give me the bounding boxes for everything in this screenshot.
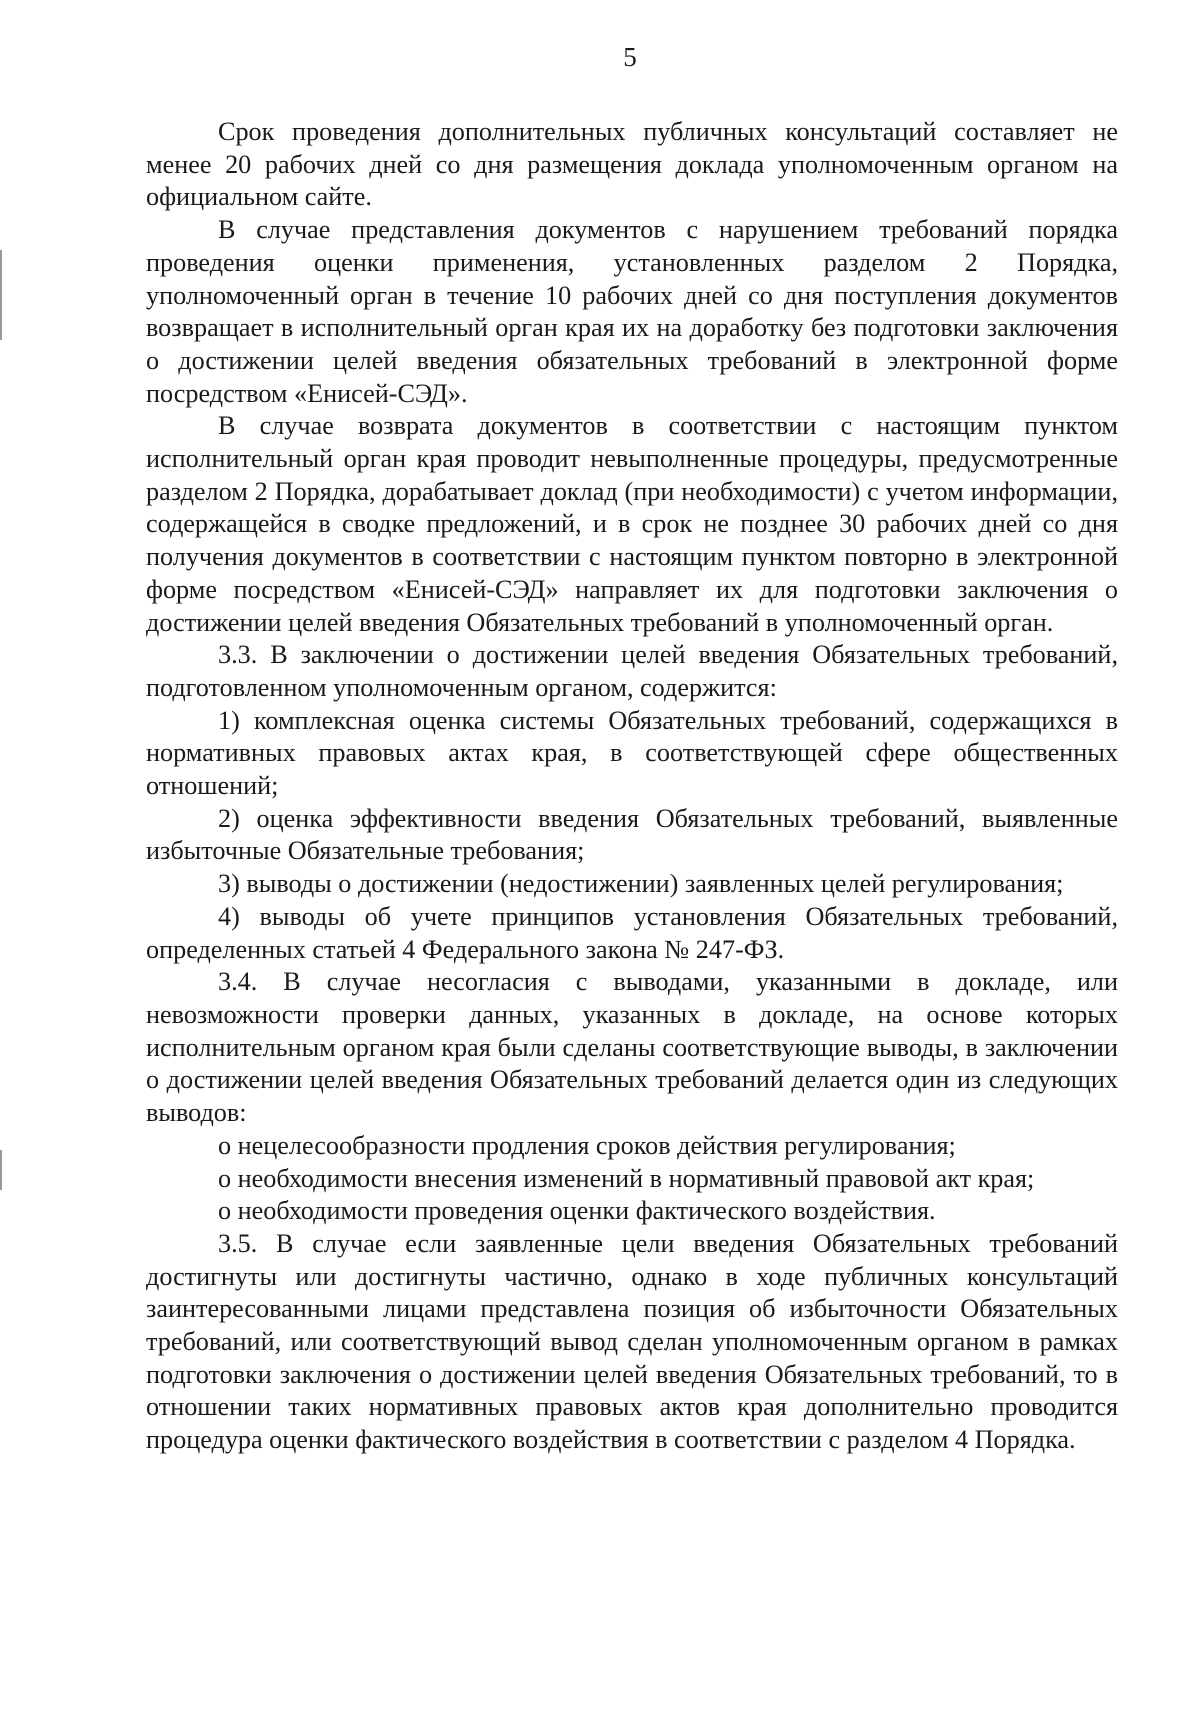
- list-item: 2) оценка эффективности введения Обязательных требований, выявленные избыточные Обязательные требования;: [146, 803, 1118, 866]
- list-item: 3) выводы о достижении (недостижении) заявленных целей регулирования;: [218, 869, 1064, 899]
- paragraph: В случае представления документов с нарушением требований порядка проведения оценки применения, установленных разделом 2 Порядка, уполномоченный орган в течение 10 рабочих дней со дня поступления документов возвращает в исполнительный орган края их на доработку без подготовки заключения о достижении целей введения обязательных требований в электронной форме посредством «Енисей-СЭД».: [146, 215, 1118, 408]
- document-body: [146, 116, 1118, 1457]
- conclusion-option: о необходимости внесения изменений в нормативный правовой акт края;: [218, 1163, 1035, 1193]
- paragraph-section-3-4: 3.4. В случае несогласия с выводами, указанными в докладе, или невозможности проверки данных, указанных в докладе, на основе которых исполнительным органом края были сделаны соответствующие выводы, в заключении о достижении целей введения Обязательных требований делается один из следующих выводов:: [146, 967, 1118, 1128]
- paragraph-section-3-5: 3.5. В случае если заявленные цели введения Обязательных требований достигнуты или достигнуты частично, однако в ходе публичных консультаций заинтересованными лицами представлена позиция об избыточности Обязательных требований, или соответствующий вывод сделан уполномоченным органом в рамках подготовки заключения о достижении целей введения Обязательных требований, то в отношении таких нормативных правовых актов края дополнительно проводится процедура оценки фактического воздействия в соответствии с разделом 4 Порядка.: [146, 1228, 1118, 1455]
- scan-edge-mark: [0, 1150, 2, 1190]
- conclusion-option: о необходимости проведения оценки фактического воздействия.: [218, 1196, 936, 1226]
- list-item: 4) выводы об учете принципов установления Обязательных требований, определенных статьей 4 Федерального закона № 247-ФЗ.: [146, 901, 1118, 964]
- paragraph-section-3-3: 3.3. В заключении о достижении целей введения Обязательных требований, подготовленном уполномоченным органом, содержится:: [146, 640, 1118, 702]
- paragraph: Срок проведения дополнительных публичных консультаций составляет не менее 20 рабочих дней со дня размещения доклада уполномоченным органом на официальном сайте.: [146, 117, 1118, 212]
- page-number: 5: [623, 42, 637, 72]
- conclusion-option: о нецелесообразности продления сроков действия регулирования;: [218, 1130, 956, 1160]
- list-item: 1) комплексная оценка системы Обязательных требований, содержащихся в нормативных правовых актах края, в соответствующей сфере общественных отношений;: [146, 705, 1118, 801]
- scan-edge-mark: [0, 250, 2, 340]
- paragraph: В случае возврата документов в соответствии с настоящим пунктом исполнительный орган края проводит невыполненные процедуры, предусмотренные разделом 2 Порядка, дорабатывает доклад (при необходимости) с учетом информации, содержащейся в сводке предложений, и в срок не позднее 30 рабочих дней со дня получения документов в соответствии с настоящим пунктом повторно в электронной форме посредством «Енисей-СЭД» направляет их для подготовки заключения о достижении целей введения Обязательных требований в уполномоченный орган.: [146, 411, 1118, 637]
